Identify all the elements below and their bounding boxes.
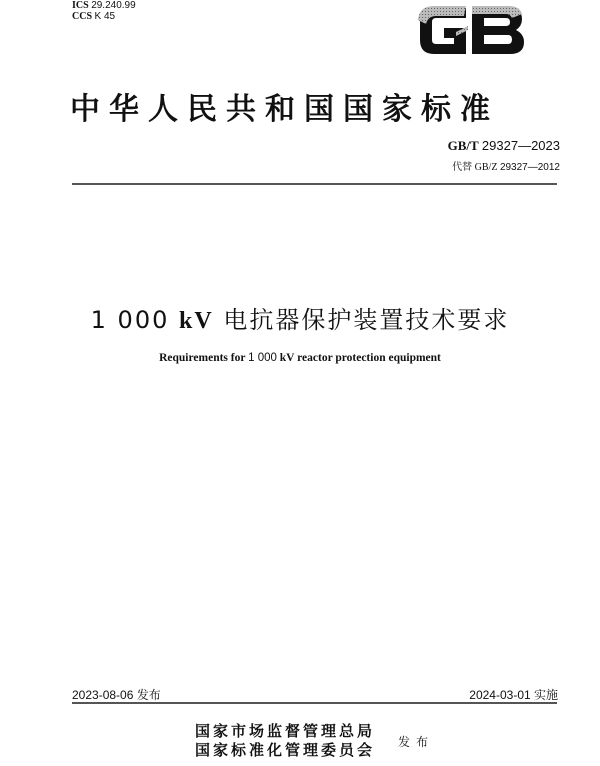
replaces-standard: 代替 GB/Z 29327—2012 (452, 162, 560, 173)
national-standard-heading: 中华人民共和国国家标准 (70, 92, 499, 127)
document-title-cn: 1 000 kV 电抗器保护装置技术要求 (90, 306, 510, 334)
issuer-samr: 国家市场监督管理总局 (195, 722, 376, 740)
ccs-code: CCS K 45 (72, 11, 116, 22)
publish-label: 发布 (398, 735, 435, 749)
footer-divider (72, 702, 557, 704)
issue-date: 2023-08-06 发布 (72, 688, 161, 702)
standard-number: GB/T 29327—2023 (447, 138, 560, 153)
classification-codes (72, 0, 136, 22)
issuer-sac: 国家标准化管理委员会 (195, 741, 376, 759)
header-divider (72, 183, 557, 185)
implementation-date: 2024-03-01 实施 (469, 688, 558, 702)
issuing-authorities (195, 722, 375, 760)
document-title-en: Requirements for 1 000 kV reactor protection equipment (159, 352, 441, 364)
gb-logo-icon (416, 2, 528, 60)
ics-code: ICS 29.240.99 (72, 0, 136, 11)
